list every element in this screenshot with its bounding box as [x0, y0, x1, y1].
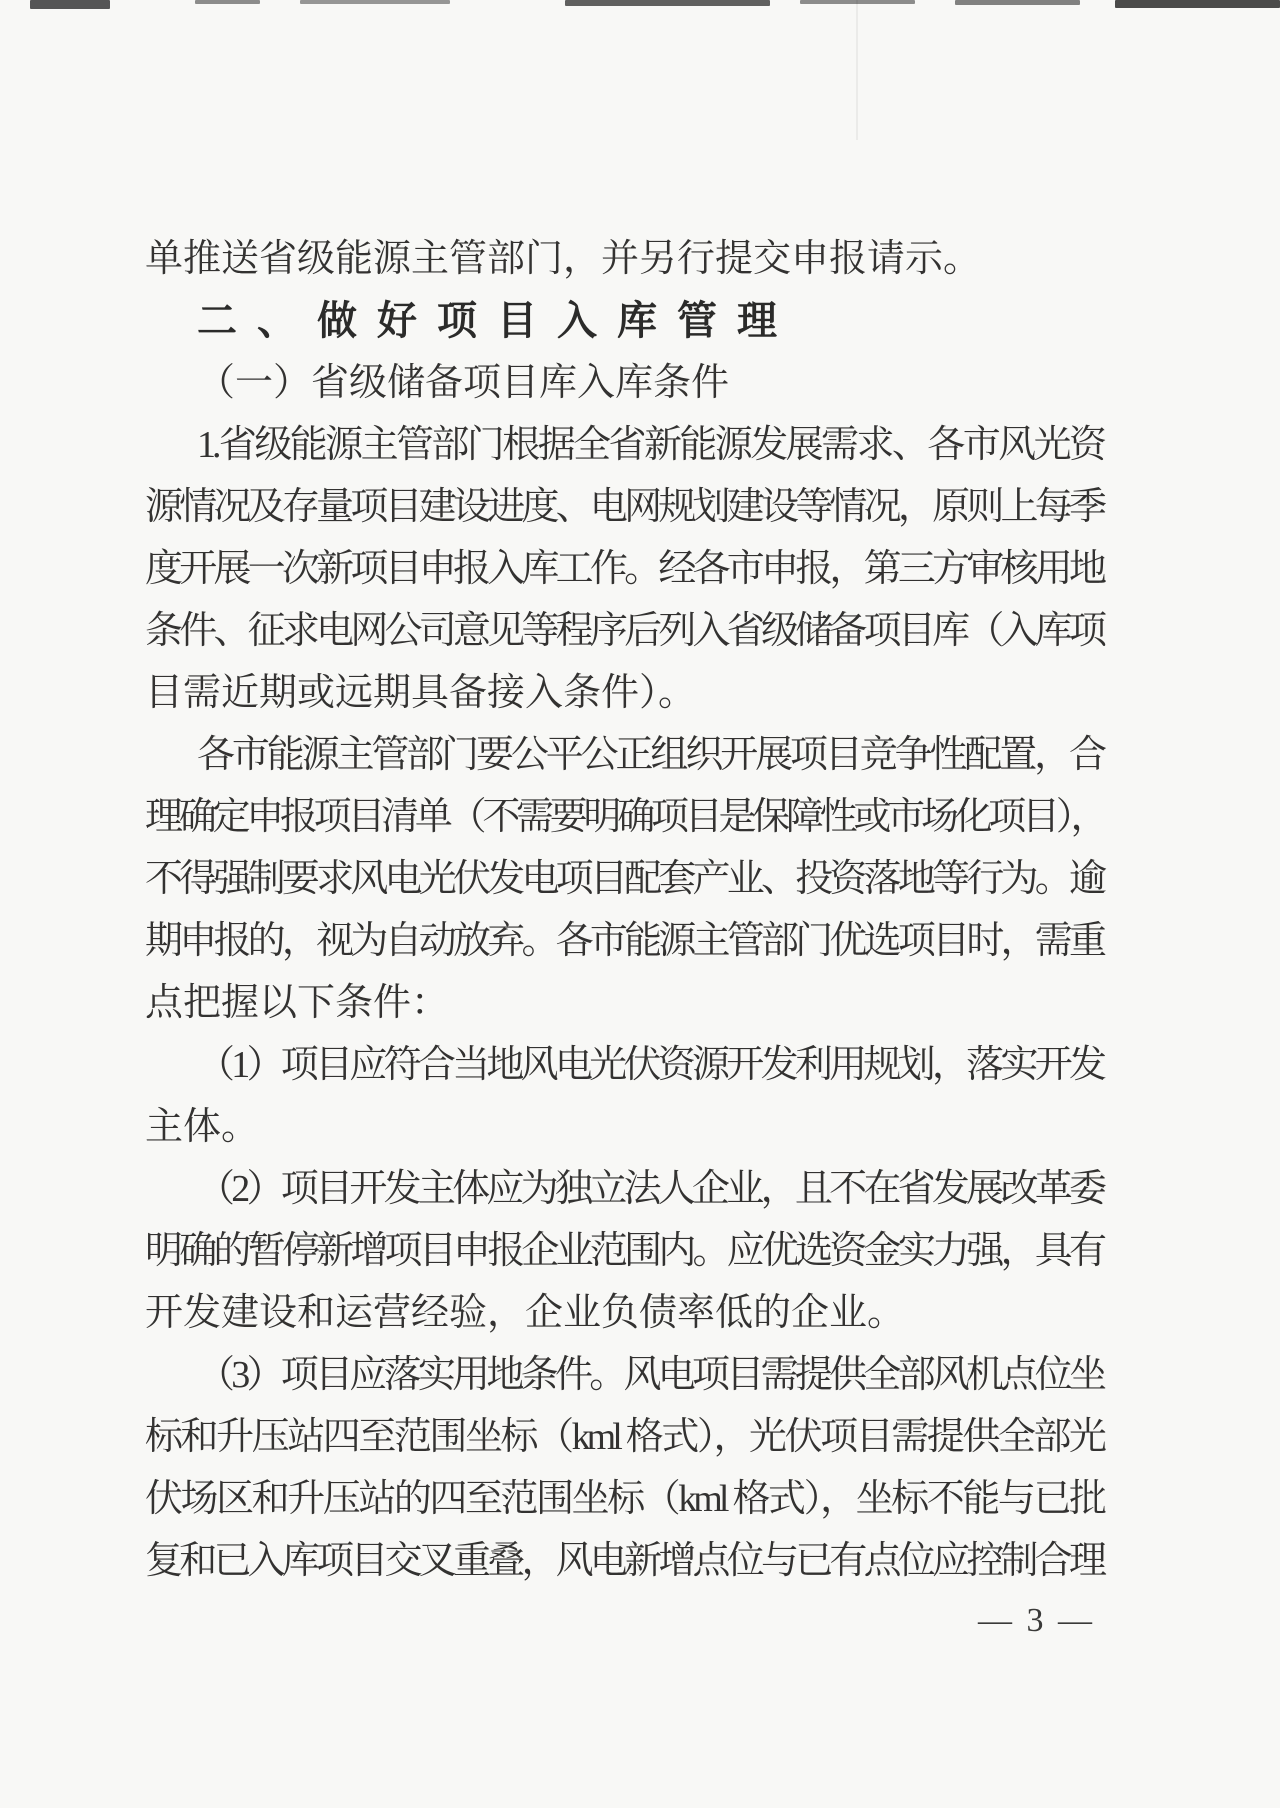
body-line: 明确的暂停新增项目申报企业范围内。应优选资金实力强，具有 — [145, 1230, 1103, 1272]
body-line: （1）项目应符合当地风电光伏资源开发利用规划，落实开发 — [197, 1044, 1103, 1086]
body-line: 不得强制要求风电光伏发电项目配套产业、投资落地等行为。逾 — [145, 858, 1103, 900]
body-line: 伏场区和升压站的四至范围坐标（kml 格式），坐标不能与已批 — [145, 1478, 1103, 1520]
body-line: 各市能源主管部门要公平公正组织开展项目竞争性配置，合 — [197, 734, 1103, 776]
scan-artifact — [30, 0, 110, 9]
subsection-heading: （一）省级储备项目库入库条件 — [197, 362, 730, 404]
body-line: 目需近期或远期具备接入条件）。 — [145, 672, 697, 714]
body-line: 单推送省级能源主管部门，并另行提交申报请示。 — [145, 238, 982, 280]
section-heading: 二、做好项目入库管理 — [197, 299, 797, 343]
body-line: 度开展一次新项目申报入库工作。经各市申报，第三方审核用地 — [145, 548, 1103, 590]
scan-seam-line — [856, 0, 858, 140]
body-line: 源情况及存量项目建设进度、电网规划建设等情况，原则上每季 — [145, 486, 1103, 528]
body-line: （2）项目开发主体应为独立法人企业，且不在省发展改革委 — [197, 1168, 1103, 1210]
body-line: 点把握以下条件： — [145, 982, 450, 1024]
scan-artifact — [955, 0, 1080, 5]
scan-artifact — [300, 0, 450, 4]
document-body — [145, 228, 1103, 1592]
body-line: 标和升压站四至范围坐标（kml 格式），光伏项目需提供全部光 — [145, 1416, 1103, 1458]
body-line: 期申报的，视为自动放弃。各市能源主管部门优选项目时，需重 — [145, 920, 1103, 962]
body-line: （3）项目应落实用地条件。风电项目需提供全部风机点位坐 — [197, 1354, 1103, 1396]
body-line: 1.省级能源主管部门根据全省新能源发展需求、各市风光资 — [197, 424, 1103, 466]
scan-artifact — [565, 0, 770, 6]
body-line: 主体。 — [145, 1106, 260, 1148]
scan-artifact — [195, 0, 260, 4]
scan-artifact — [1115, 0, 1280, 8]
body-line: 复和已入库项目交叉重叠，风电新增点位与已有点位应控制合理 — [145, 1540, 1103, 1582]
body-line: 理确定申报项目清单（不需要明确项目是保障性或市场化项目）， — [145, 796, 1103, 838]
body-line: 条件、征求电网公司意见等程序后列入省级储备项目库（入库项 — [145, 610, 1103, 652]
page-number: — 3 — — [978, 1602, 1095, 1639]
body-line: 开发建设和运营经验，企业负债率低的企业。 — [145, 1292, 906, 1334]
